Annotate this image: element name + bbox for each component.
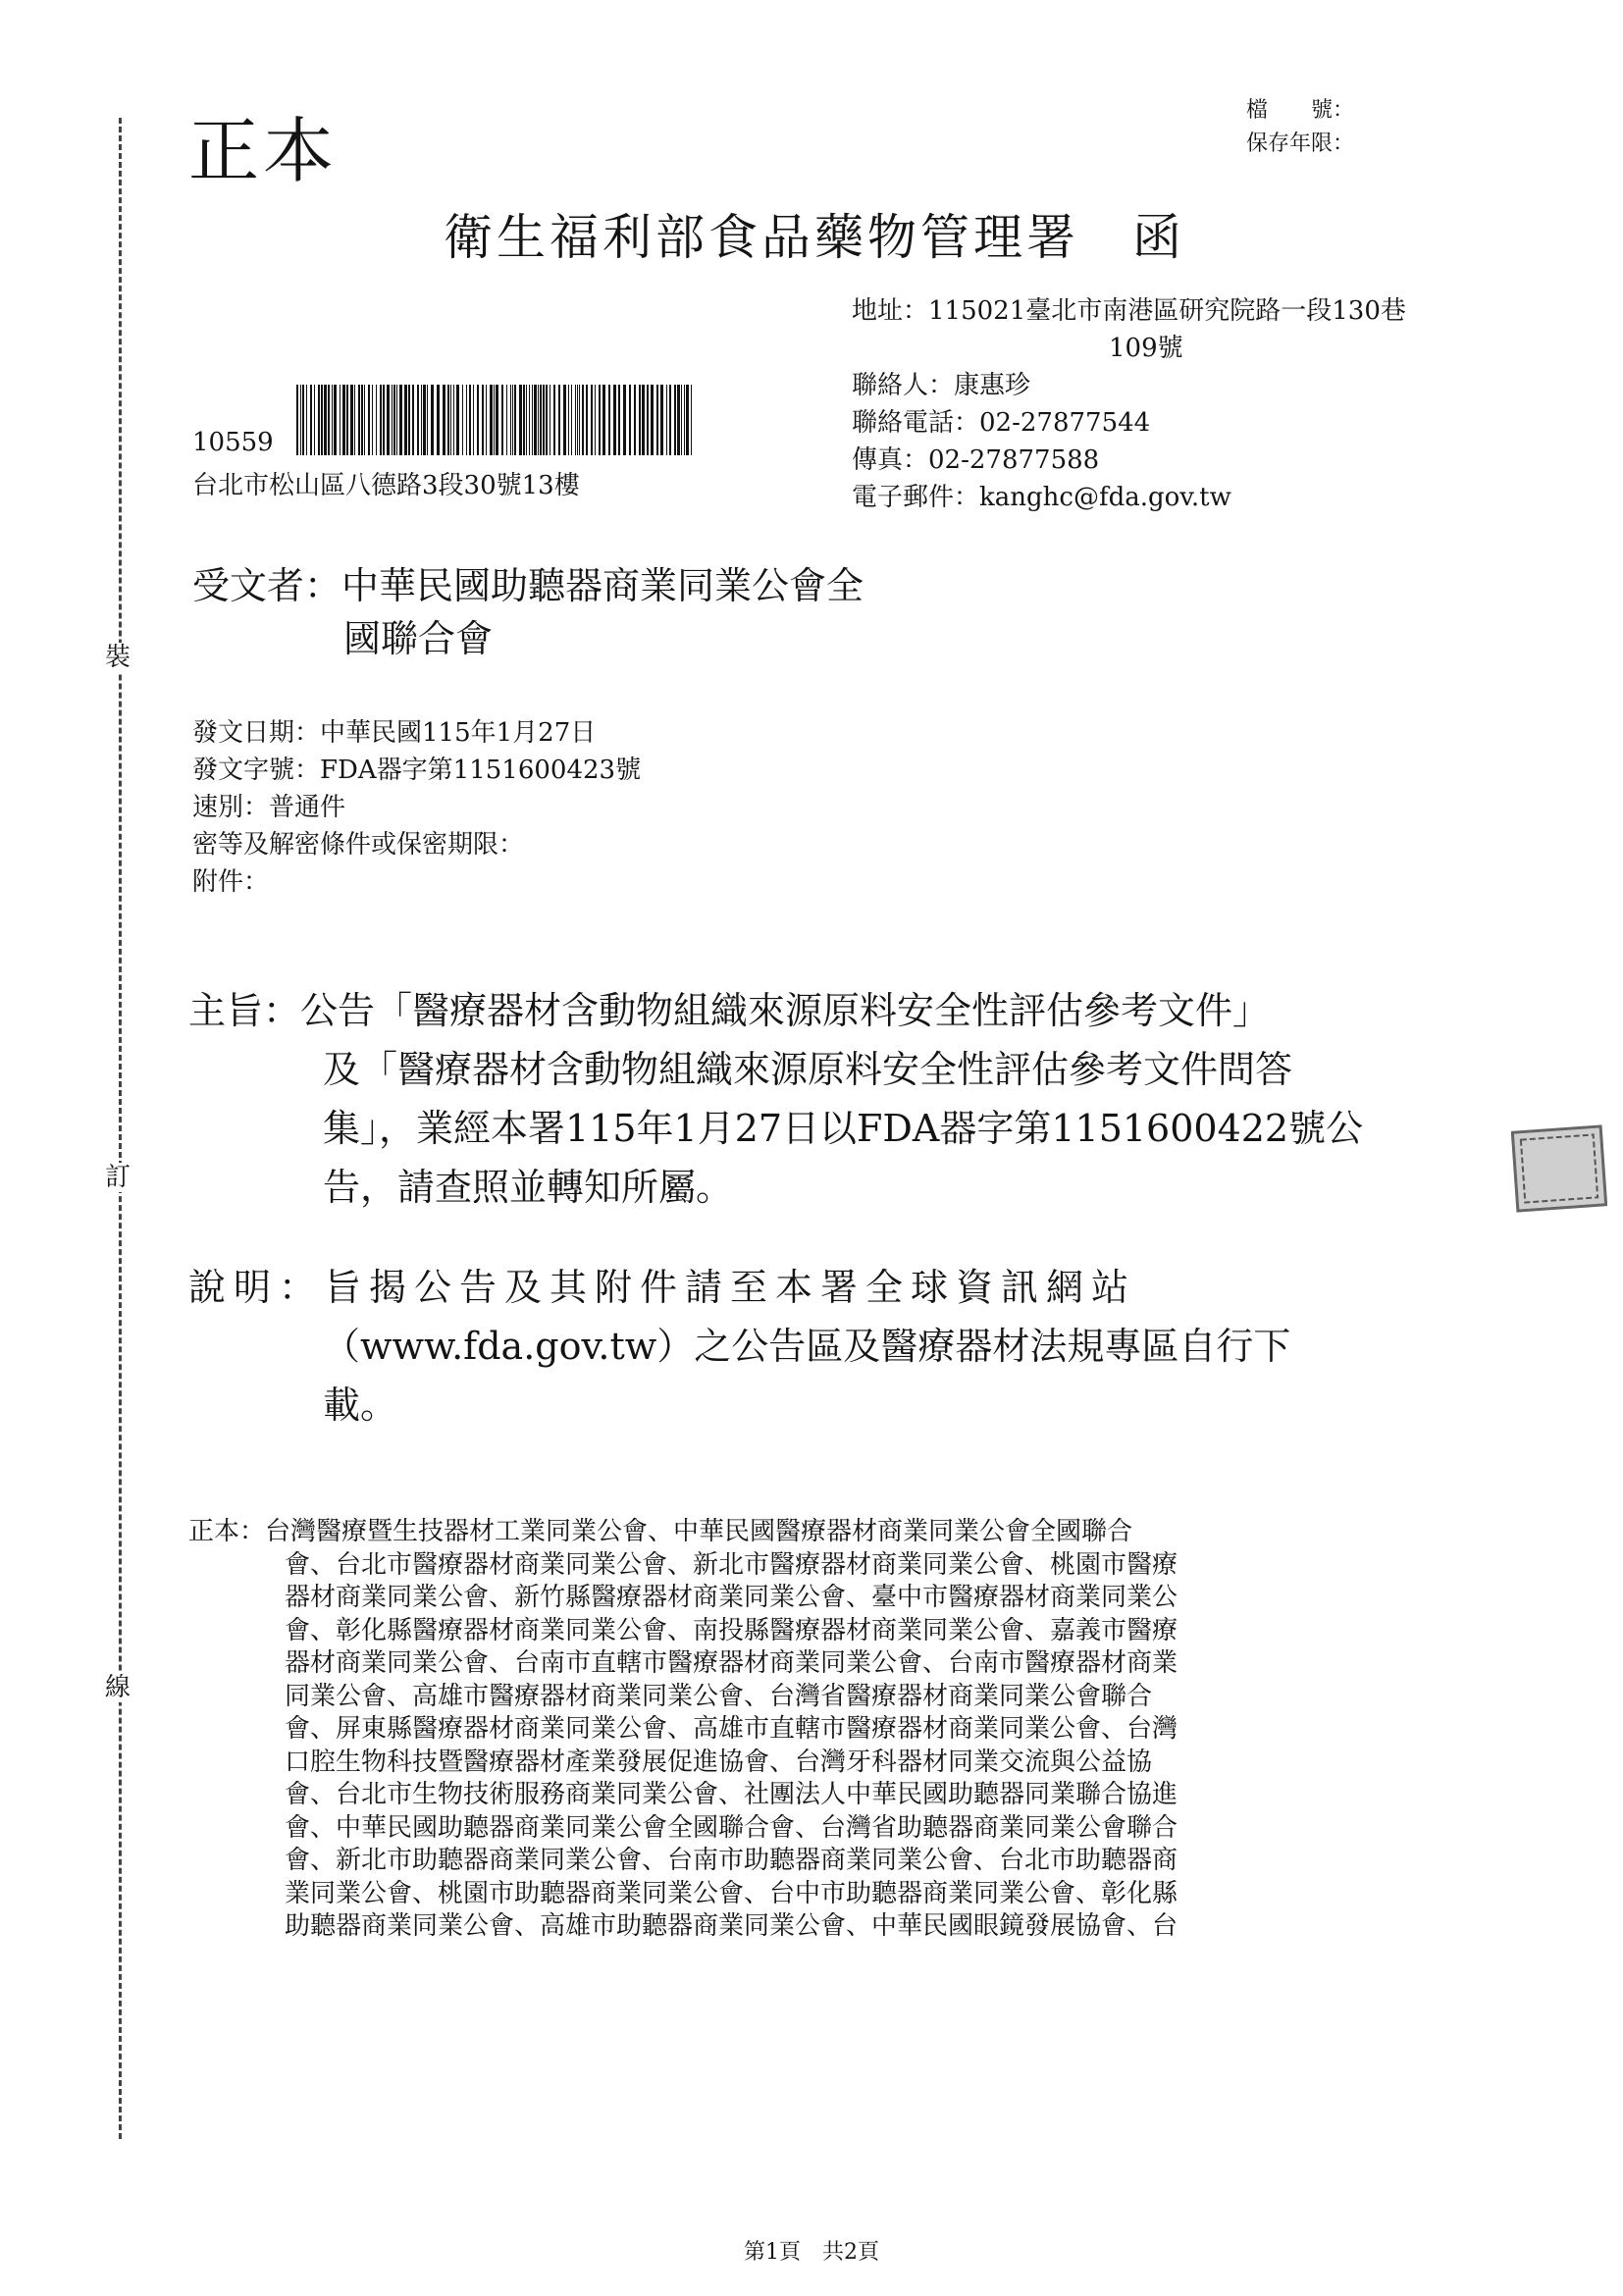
binding-dashed-line (119, 118, 122, 2139)
address-line-1: 地址：115021臺北市南港區研究院路一段130巷 (852, 296, 1406, 326)
recipient-line-2: 國聯合會 (343, 617, 494, 660)
binding-mark-ding: 訂 (96, 1163, 139, 1192)
page-number: 第1頁 共2頁 (744, 2240, 879, 2265)
copies-line: 同業公會、高雄市醫療器材商業同業公會、台灣省醫療器材商業同業公會聯合 (285, 1681, 1153, 1711)
filing-number-label: 檔 號： (1245, 98, 1354, 123)
explanation-section (188, 1258, 1464, 1435)
seal-stamp (1511, 1123, 1607, 1214)
barcode-image (296, 385, 697, 455)
binding-mark-xian: 線 (96, 1673, 139, 1702)
contact-email: 電子郵件：kanghc@fda.gov.tw (852, 483, 1231, 512)
subject-line: 主旨：公告「醫療器材含動物組織來源原料安全性評估參考文件」 (188, 989, 1271, 1032)
subject-line: 告，請查照並轉知所屬。 (323, 1166, 734, 1209)
copies-line: 會、台北市醫療器材商業同業公會、新北市醫療器材商業同業公會、桃園市醫療 (285, 1549, 1178, 1580)
recipient (192, 559, 864, 665)
secrecy-level: 密等及解密條件或保密期限： (192, 830, 525, 860)
retention-period-label: 保存年限： (1245, 131, 1354, 156)
subject-line: 及「醫療器材含動物組織來源原料安全性評估參考文件問答 (323, 1048, 1293, 1091)
address-line-2: 109號 (1109, 334, 1183, 363)
mailing-address: 台北市松山區八德路3段30號13樓 (192, 471, 580, 500)
original-copy-label: 正本 (188, 110, 339, 192)
copies-recipients (188, 1516, 1178, 1944)
binding-mark-zhuang: 裝 (96, 643, 139, 672)
recipient-line-1: 受文者：中華民國助聽器商業同業公會全 (192, 564, 864, 607)
copies-line: 正本：台灣醫療暨生技器材工業同業公會、中華民國醫療器材商業同業公會全國聯合 (188, 1517, 1133, 1546)
contact-phone: 聯絡電話：02-27877544 (852, 408, 1151, 438)
explanation-line: 說明：旨揭公告及其附件請至本署全球資訊網站 (188, 1266, 1137, 1309)
filing-info (1246, 94, 1354, 161)
agency-title: 衛生福利部食品藥物管理署 函 (444, 209, 1185, 266)
subject-line: 集」，業經本署115年1月27日以FDA器字第1151600422號公 (323, 1107, 1364, 1150)
explanation-line: 載。 (323, 1383, 398, 1427)
copies-line: 器材商業同業公會、新竹縣醫療器材商業同業公會、臺中市醫療器材商業同業公 (285, 1583, 1178, 1612)
copies-line: 會、中華民國助聽器商業同業公會全國聯合會、台灣省助聽器商業同業公會聯合 (285, 1812, 1178, 1843)
copies-line: 會、新北市助聽器商業同業公會、台南市助聽器商業同業公會、台北市助聽器商 (285, 1846, 1178, 1875)
subject-section (188, 981, 1464, 1217)
copies-line: 會、屏東縣醫療器材商業同業公會、高雄市直轄市醫療器材商業同業公會、台灣 (285, 1714, 1178, 1744)
copies-line: 口腔生物科技暨醫療器材產業發展促進協會、台灣牙科器材同業交流與公益協 (285, 1747, 1153, 1777)
copies-line: 助聽器商業同業公會、高雄市助聽器商業同業公會、中華民國眼鏡發展協會、台 (285, 1911, 1178, 1941)
copies-line: 會、彰化縣醫療器材商業同業公會、南投縣醫療器材商業同業公會、嘉義市醫療 (285, 1615, 1178, 1645)
explanation-line: （www.fda.gov.tw）之公告區及醫療器材法規專區自行下 (323, 1325, 1291, 1368)
issue-date: 發文日期：中華民國115年1月27日 (192, 718, 597, 748)
copies-line: 業同業公會、桃園市助聽器商業同業公會、台中市助聽器商業同業公會、彰化縣 (285, 1878, 1178, 1908)
copies-line: 器材商業同業公會、台南市直轄市醫療器材商業同業公會、台南市醫療器材商業 (285, 1648, 1178, 1678)
delivery-speed: 速別：普通件 (192, 793, 346, 822)
contact-block (852, 292, 1406, 516)
contact-person: 聯絡人：康惠珍 (852, 371, 1031, 400)
document-number: 發文字號：FDA器字第1151600423號 (192, 756, 642, 785)
document-meta (192, 714, 641, 901)
postal-code: 10559 (192, 428, 274, 457)
contact-fax: 傳真：02-27877588 (852, 445, 1100, 475)
attachments: 附件： (192, 867, 270, 897)
copies-line: 會、台北市生物技術服務商業同業公會、社團法人中華民國助聽器同業聯合協進 (285, 1780, 1178, 1809)
